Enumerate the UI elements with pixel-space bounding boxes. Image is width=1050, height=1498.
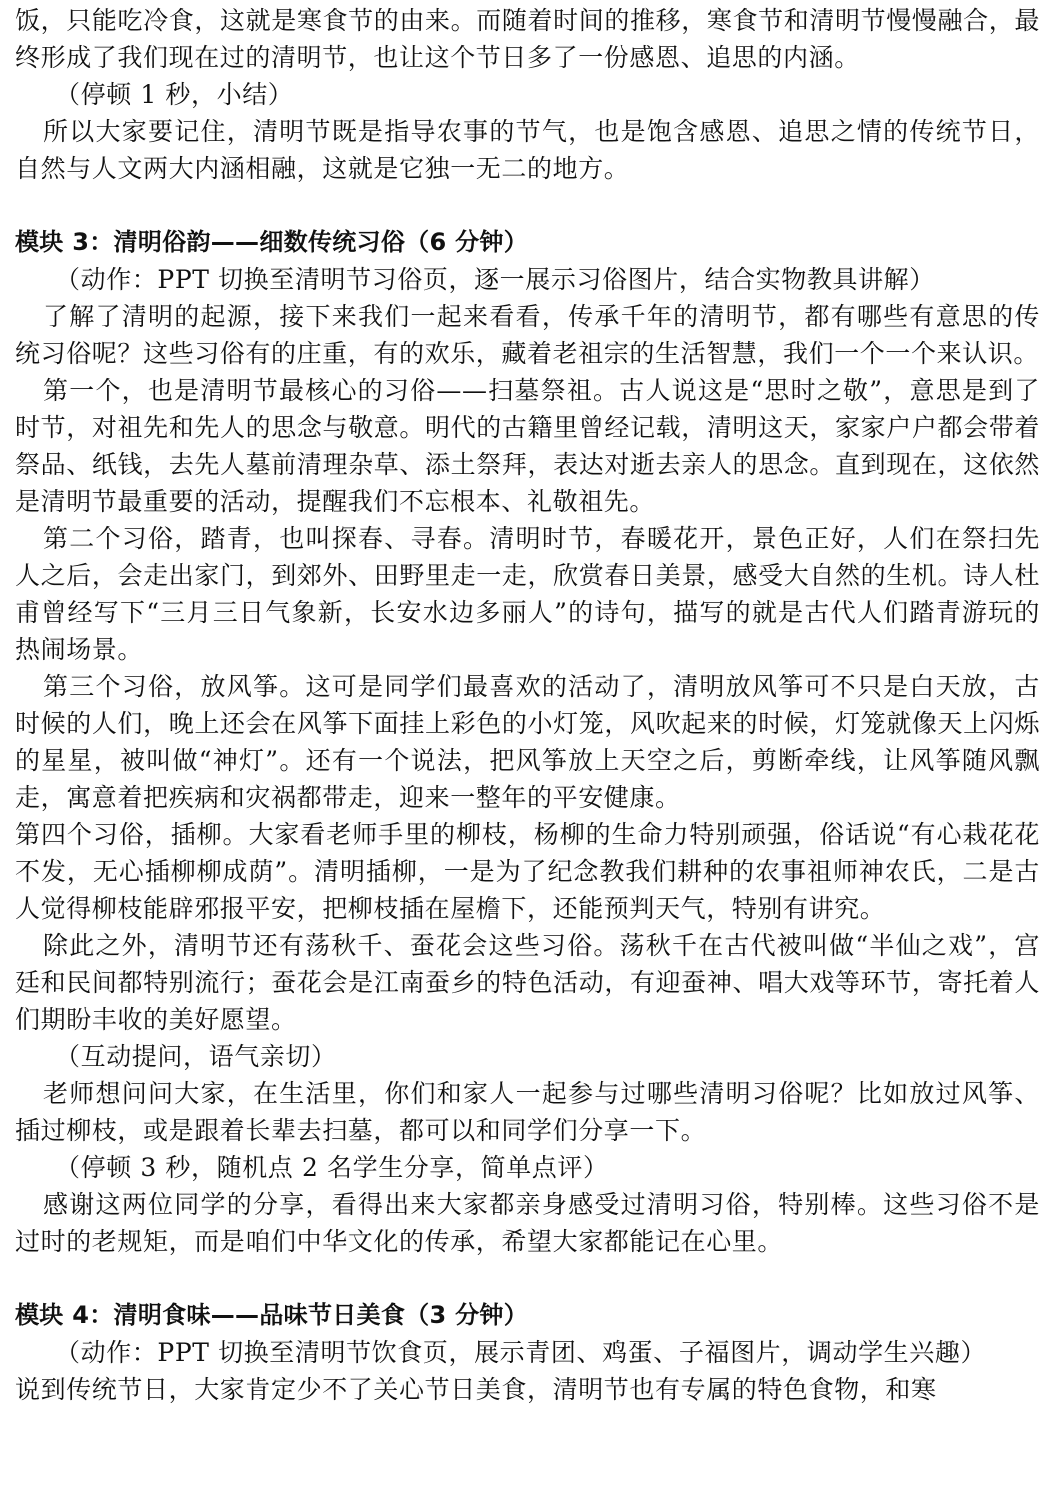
document-page <box>15 2 1040 1408</box>
section-gap <box>15 187 1040 224</box>
module-4-heading: 模块 4：清明食味——品味节日美食（3 分钟） <box>15 1301 529 1329</box>
paragraph-custom-tomb-sweeping: 第一个，也是清明节最核心的习俗——扫墓祭祖。古人说这是“思时之敬”，意思是到了时节，对祖先和先人的思念与敬意。明代的古籍里曾经记载，清明这天，家家户户都会带着祭品、纸钱，去先人墓前清理杂草、添土祭拜，表达对逝去亲人的思念。直到现在，这依然是清明节最重要的活动，提醒我们不忘根本、礼敬祖先。 <box>15 376 1040 516</box>
paragraph-custom-kite-flying: 第三个习俗，放风筝。这可是同学们最喜欢的活动了，清明放风筝可不只是白天放，古时候的人们，晚上还会在风筝下面挂上彩色的小灯笼，风吹起来的时候，灯笼就像天上闪烁的星星，被叫做“神灯”。还有一个说法，把风筝放上天空之后，剪断牵线，让风筝随风飘走，寓意着把疾病和灾祸都带走，迎来一整年的平安健康。 <box>15 672 1040 812</box>
paragraph-cold-food-origin: 饭，只能吃冷食，这就是寒食节的由来。而随着时间的推移，寒食节和清明节慢慢融合，最终形成了我们现在过的清明节，也让这个节日多了一份感恩、追思的内涵。 <box>15 6 1040 72</box>
stage-direction-ppt-food: （动作：PPT 切换至清明节饮食页，展示青团、鸡蛋、子福图片，调动学生兴趣） <box>55 1338 987 1367</box>
stage-direction-pause-share: （停顿 3 秒，随机点 2 名学生分享，简单点评） <box>55 1153 609 1182</box>
paragraph-thanks: 感谢这两位同学的分享，看得出来大家都亲身感受过清明习俗，特别棒。这些习俗不是过时的老规矩，而是咱们中华文化的传承，希望大家都能记在心里。 <box>15 1190 1040 1256</box>
paragraph-custom-spring-outing: 第二个习俗，踏青，也叫探春、寻春。清明时节，春暖花开，景色正好，人们在祭扫先人之后，会走出家门，到郊外、田野里走一走，欣赏春日美景，感受大自然的生机。诗人杜甫曾经写下“三月三日气象新，长安水边多丽人”的诗句，描写的就是古代人们踏青游玩的热闹场景。 <box>15 524 1040 664</box>
module-3-heading: 模块 3：清明俗韵——细数传统习俗（6 分钟） <box>15 228 529 256</box>
paragraph-other-customs: 除此之外，清明节还有荡秋千、蚕花会这些习俗。荡秋千在古代被叫做“半仙之戏”，宫廷和民间都特别流行；蚕花会是江南蚕乡的特色活动，有迎蚕神、唱大戏等环节，寄托着人们期盼丰收的美好愿望。 <box>15 931 1040 1034</box>
paragraph-teacher-question: 老师想问问大家，在生活里，你们和家人一起参与过哪些清明习俗呢？比如放过风筝、插过柳枝，或是跟着长辈去扫墓，都可以和同学们分享一下。 <box>15 1079 1040 1145</box>
paragraph-customs-intro: 了解了清明的起源，接下来我们一起来看看，传承千年的清明节，都有哪些有意思的传统习俗呢？这些习俗有的庄重，有的欢乐，藏着老祖宗的生活智慧，我们一个一个来认识。 <box>15 302 1040 368</box>
stage-direction-pause-summary: （停顿 1 秒，小结） <box>55 80 294 109</box>
stage-direction-interactive-question: （互动提问，语气亲切） <box>55 1042 337 1071</box>
stage-direction-ppt-customs: （动作：PPT 切换至清明节习俗页，逐一展示习俗图片，结合实物教具讲解） <box>55 265 935 294</box>
paragraph-custom-willow: 第四个习俗，插柳。大家看老师手里的柳枝，杨柳的生命力特别顽强，俗话说“有心栽花花不发，无心插柳柳成荫”。清明插柳，一是为了纪念教我们耕种的农事祖师神农氏，二是古人觉得柳枝能辟邪报平安，把柳枝插在屋檐下，还能预判天气，特别有讲究。 <box>15 820 1040 923</box>
paragraph-summary: 所以大家要记住，清明节既是指导农事的节气，也是饱含感恩、追思之情的传统节日，自然与人文两大内涵相融，这就是它独一无二的地方。 <box>15 117 1040 183</box>
section-gap <box>15 1260 1040 1297</box>
paragraph-food-intro: 说到传统节日，大家肯定少不了关心节日美食，清明节也有专属的特色食物，和寒 <box>15 1375 937 1404</box>
